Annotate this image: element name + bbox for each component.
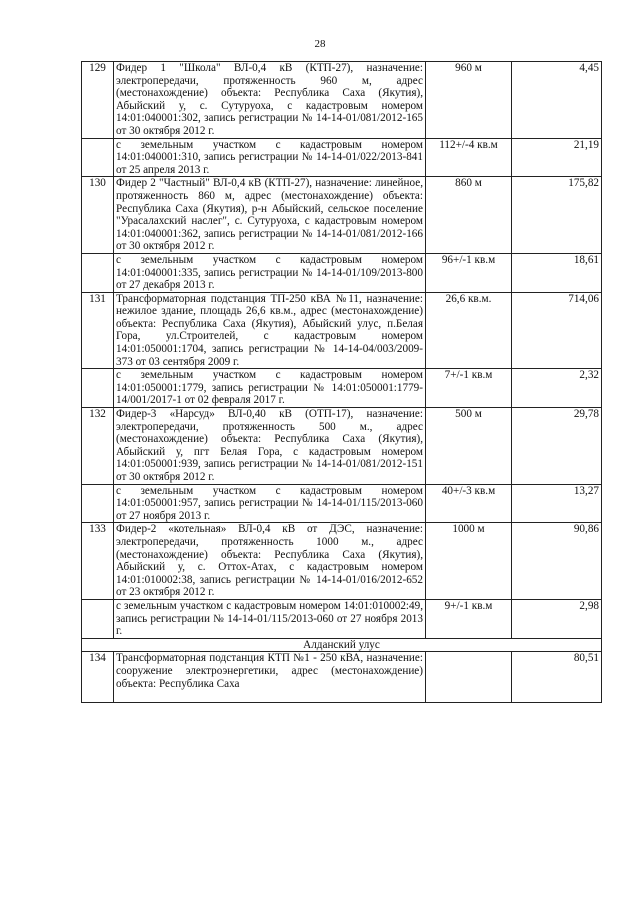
table-row [82, 652, 602, 703]
table-row [82, 62, 602, 139]
row-value: 175,82 [512, 177, 602, 254]
row-number [82, 599, 114, 638]
row-description: Фидер-2 «котельная» ВЛ-0,4 кВ от ДЭС, назначение: электропередачи, протяженность 1000 м., адрес (местонахождение) объекта: Республика Саха (Якутия), Абыйский у, с. Оттох-Атах, с кадастровым номером 14:01:010002:38, запись регистрации № 14-14-01/016/2012-652 от 23 октября 2012 г. [114, 523, 426, 600]
row-number: 130 [82, 177, 114, 254]
row-size: 500 м [426, 408, 512, 485]
property-registry-table [81, 61, 602, 703]
table-row [82, 292, 602, 369]
row-size: 112+/-4 кв.м [426, 138, 512, 177]
row-size: 9+/-1 кв.м [426, 599, 512, 638]
row-value: 4,45 [512, 62, 602, 139]
row-description-text: Трансформаторная подстанция КТП №1 - 250 кВА, назначение: сооружение электроэнергетики, адрес (местонахождение) объекта: Республика Саха [116, 652, 423, 690]
table-row [82, 369, 602, 408]
table-row [82, 523, 602, 600]
row-value: 29,78 [512, 408, 602, 485]
row-description: с земельным участком с кадастровым номером 14:01:050001:957, запись регистрации № 14-14-01/115/2013-060 от 27 ноября 2013 г. [114, 484, 426, 523]
row-value: 2,32 [512, 369, 602, 408]
row-number [82, 369, 114, 408]
table-row [82, 484, 602, 523]
row-value: 80,51 [512, 652, 602, 703]
row-size: 1000 м [426, 523, 512, 600]
row-size: 96+/-1 кв.м [426, 253, 512, 292]
row-value: 21,19 [512, 138, 602, 177]
row-value: 13,27 [512, 484, 602, 523]
table-row [82, 253, 602, 292]
row-number [82, 253, 114, 292]
row-number: 134 [82, 652, 114, 703]
table-row [82, 138, 602, 177]
row-number: 132 [82, 408, 114, 485]
row-size: 7+/-1 кв.м [426, 369, 512, 408]
row-description [114, 652, 426, 703]
row-size: 26,6 кв.м. [426, 292, 512, 369]
row-value: 90,86 [512, 523, 602, 600]
row-size: 960 м [426, 62, 512, 139]
row-description: с земельным участком с кадастровым номером 14:01:040001:335, запись регистрации № 14-14-01/109/2013-800 от 27 декабря 2013 г. [114, 253, 426, 292]
row-size: 860 м [426, 177, 512, 254]
row-description: Трансформаторная подстанция ТП-250 кВА №11, назначение: нежилое здание, площадь 26,6 кв.м., адрес (местонахождение) объекта: Республика Саха (Якутия), Абыйский улус, п.Белая Гора, ул.Строителей, с кадастровым номером 14:01:050001:1704, запись регистрации № 14-14-04/003/2009-373 от 03 сентября 2009 г. [114, 292, 426, 369]
row-description: Фидер 2 "Частный" ВЛ-0,4 кВ (КТП-27), назначение: линейное, протяженность 860 м, адрес (местонахождение) объекта: Республика Саха (Якутия), р-н Абыйский, сельское поселение "Урасалахский наслег", с. Сутуруоха, с кадастровым номером 14:01:040001:362, запись регистрации № 14-14-01/081/2012-166 от 30 октября 2012 г. [114, 177, 426, 254]
table-row [82, 177, 602, 254]
row-value: 714,06 [512, 292, 602, 369]
row-description: с земельным участком с кадастровым номером 14:01:010002:49, запись регистрации № 14-14-01/115/2013-060 от 27 ноября 2013 г. [114, 599, 426, 638]
row-description: с земельным участком с кадастровым номером 14:01:050001:1779, запись регистрации № 14:01:050001:1779-14/001/2017-1 от 02 февраля 2017 г. [114, 369, 426, 408]
page-number: 28 [314, 38, 326, 50]
row-description: с земельным участком с кадастровым номером 14:01:040001:310, запись регистрации № 14-14-01/022/2013-841 от 25 апреля 2013 г. [114, 138, 426, 177]
row-size: 40+/-3 кв.м [426, 484, 512, 523]
row-description: Фидер 1 "Школа" ВЛ-0,4 кВ (КТП-27), назначение: электропередачи, протяженность 960 м, адрес (местонахождение) объекта: Республика Саха (Якутия), Абыйский у, с. Сутуруоха, с кадастровым номером 14:01:040001:302, запись регистрации № 14-14-01/081/2012-165 от 30 октября 2012 г. [114, 62, 426, 139]
section-title: Алданский улус [82, 638, 602, 652]
section-header-row [82, 638, 602, 652]
row-value: 2,98 [512, 599, 602, 638]
row-description: Фидер-3 «Нарсуд» ВЛ-0,40 кВ (ОТП-17), назначение: электропередачи, протяженность 500 м., адрес (местонахождение) объекта: Республика Саха (Якутия), Абыйский у, пгт Белая Гора, с кадастровым номером 14:01:050001:939, запись регистрации № 14-14-01/081/2012-151 от 30 октября 2012 г. [114, 408, 426, 485]
table-row [82, 408, 602, 485]
row-number [82, 484, 114, 523]
row-number: 131 [82, 292, 114, 369]
table-row [82, 599, 602, 638]
row-number: 129 [82, 62, 114, 139]
row-value: 18,61 [512, 253, 602, 292]
row-size [426, 652, 512, 703]
row-number [82, 138, 114, 177]
row-number: 133 [82, 523, 114, 600]
